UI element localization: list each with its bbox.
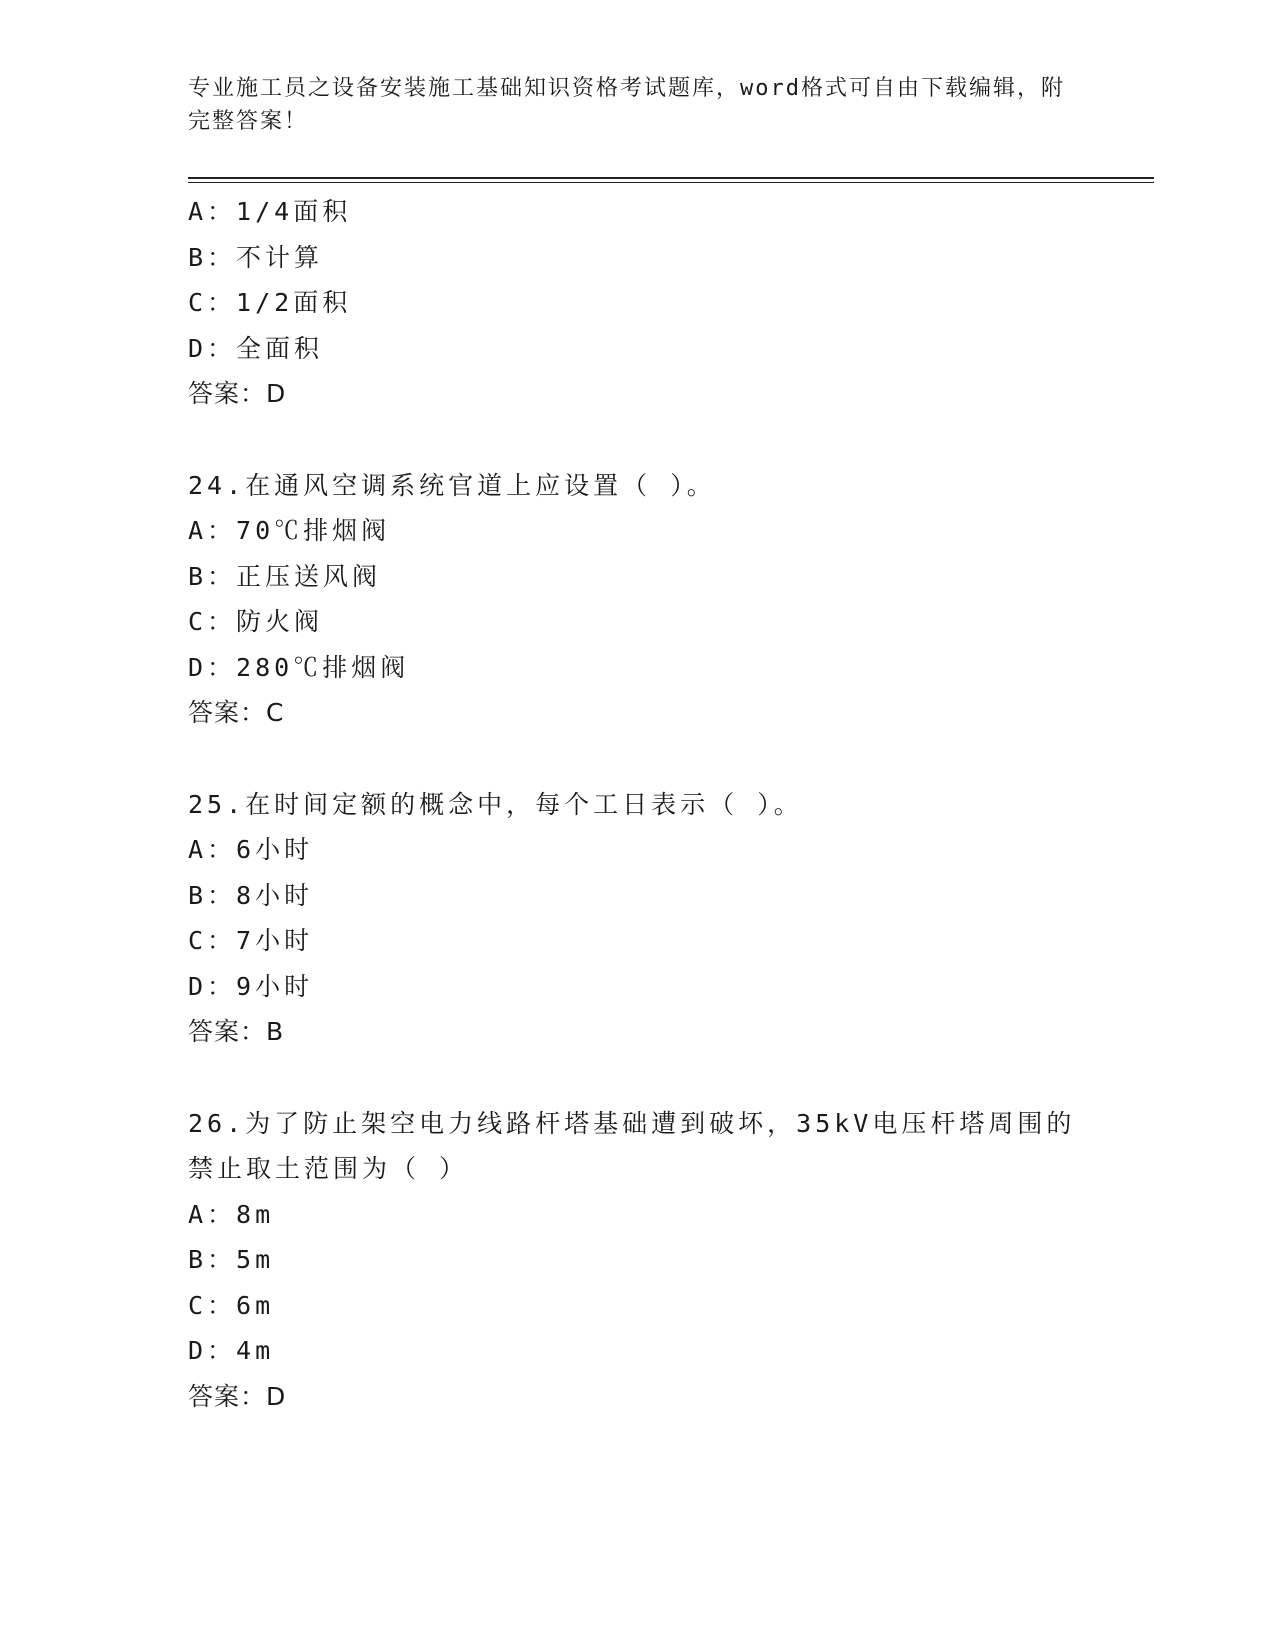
option-c: C：6m: [188, 1290, 275, 1320]
option-c: C：1/2面积: [188, 288, 352, 317]
option-c: C：防火阀: [188, 607, 324, 636]
option-c: C：7小时: [188, 926, 314, 955]
question-list: [188, 189, 1154, 1419]
option-d: D：280℃排烟阀: [188, 652, 410, 682]
option-d: D：9小时: [188, 971, 314, 1001]
answer: 答案：D: [188, 1381, 287, 1411]
block-spacer: [188, 736, 1154, 782]
answer: 答案：D: [188, 379, 287, 408]
question-block-25: [188, 782, 1154, 1055]
question-text: 25.在时间定额的概念中，每个工日表示（ ）。: [188, 789, 803, 819]
question-block-23: [188, 189, 1154, 417]
option-b: B：8小时: [188, 880, 314, 910]
question-block-26: [188, 1101, 1154, 1420]
document-header: 专业施工员之设备安装施工基础知识资格考试题库，word格式可自由下载编辑，附完整答案！: [188, 76, 1065, 134]
option-a: A：70℃排烟阀: [188, 516, 391, 545]
answer: 答案：C: [188, 698, 285, 727]
question-block-24: [188, 463, 1154, 736]
answer: 答案：B: [188, 1017, 285, 1046]
option-a: A：1/4面积: [188, 197, 352, 226]
header-rule-bottom: [188, 182, 1154, 183]
option-d: D：4m: [188, 1336, 275, 1365]
option-d: D：全面积: [188, 333, 324, 363]
header-rule-top: [188, 177, 1154, 179]
question-text: 26.为了防止架空电力线路杆塔基础遭到破坏，35kV电压杆塔周围的禁止取土范围为（ ）: [188, 1108, 1076, 1183]
option-b: B：不计算: [188, 242, 324, 272]
option-a: A：8m: [188, 1199, 275, 1229]
option-b: B：5m: [188, 1245, 275, 1274]
block-spacer: [188, 1055, 1154, 1101]
option-b: B：正压送风阀: [188, 561, 382, 591]
question-text: 24.在通风空调系统官道上应设置（ ）。: [188, 470, 716, 500]
block-spacer: [188, 417, 1154, 463]
option-a: A：6小时: [188, 835, 314, 864]
